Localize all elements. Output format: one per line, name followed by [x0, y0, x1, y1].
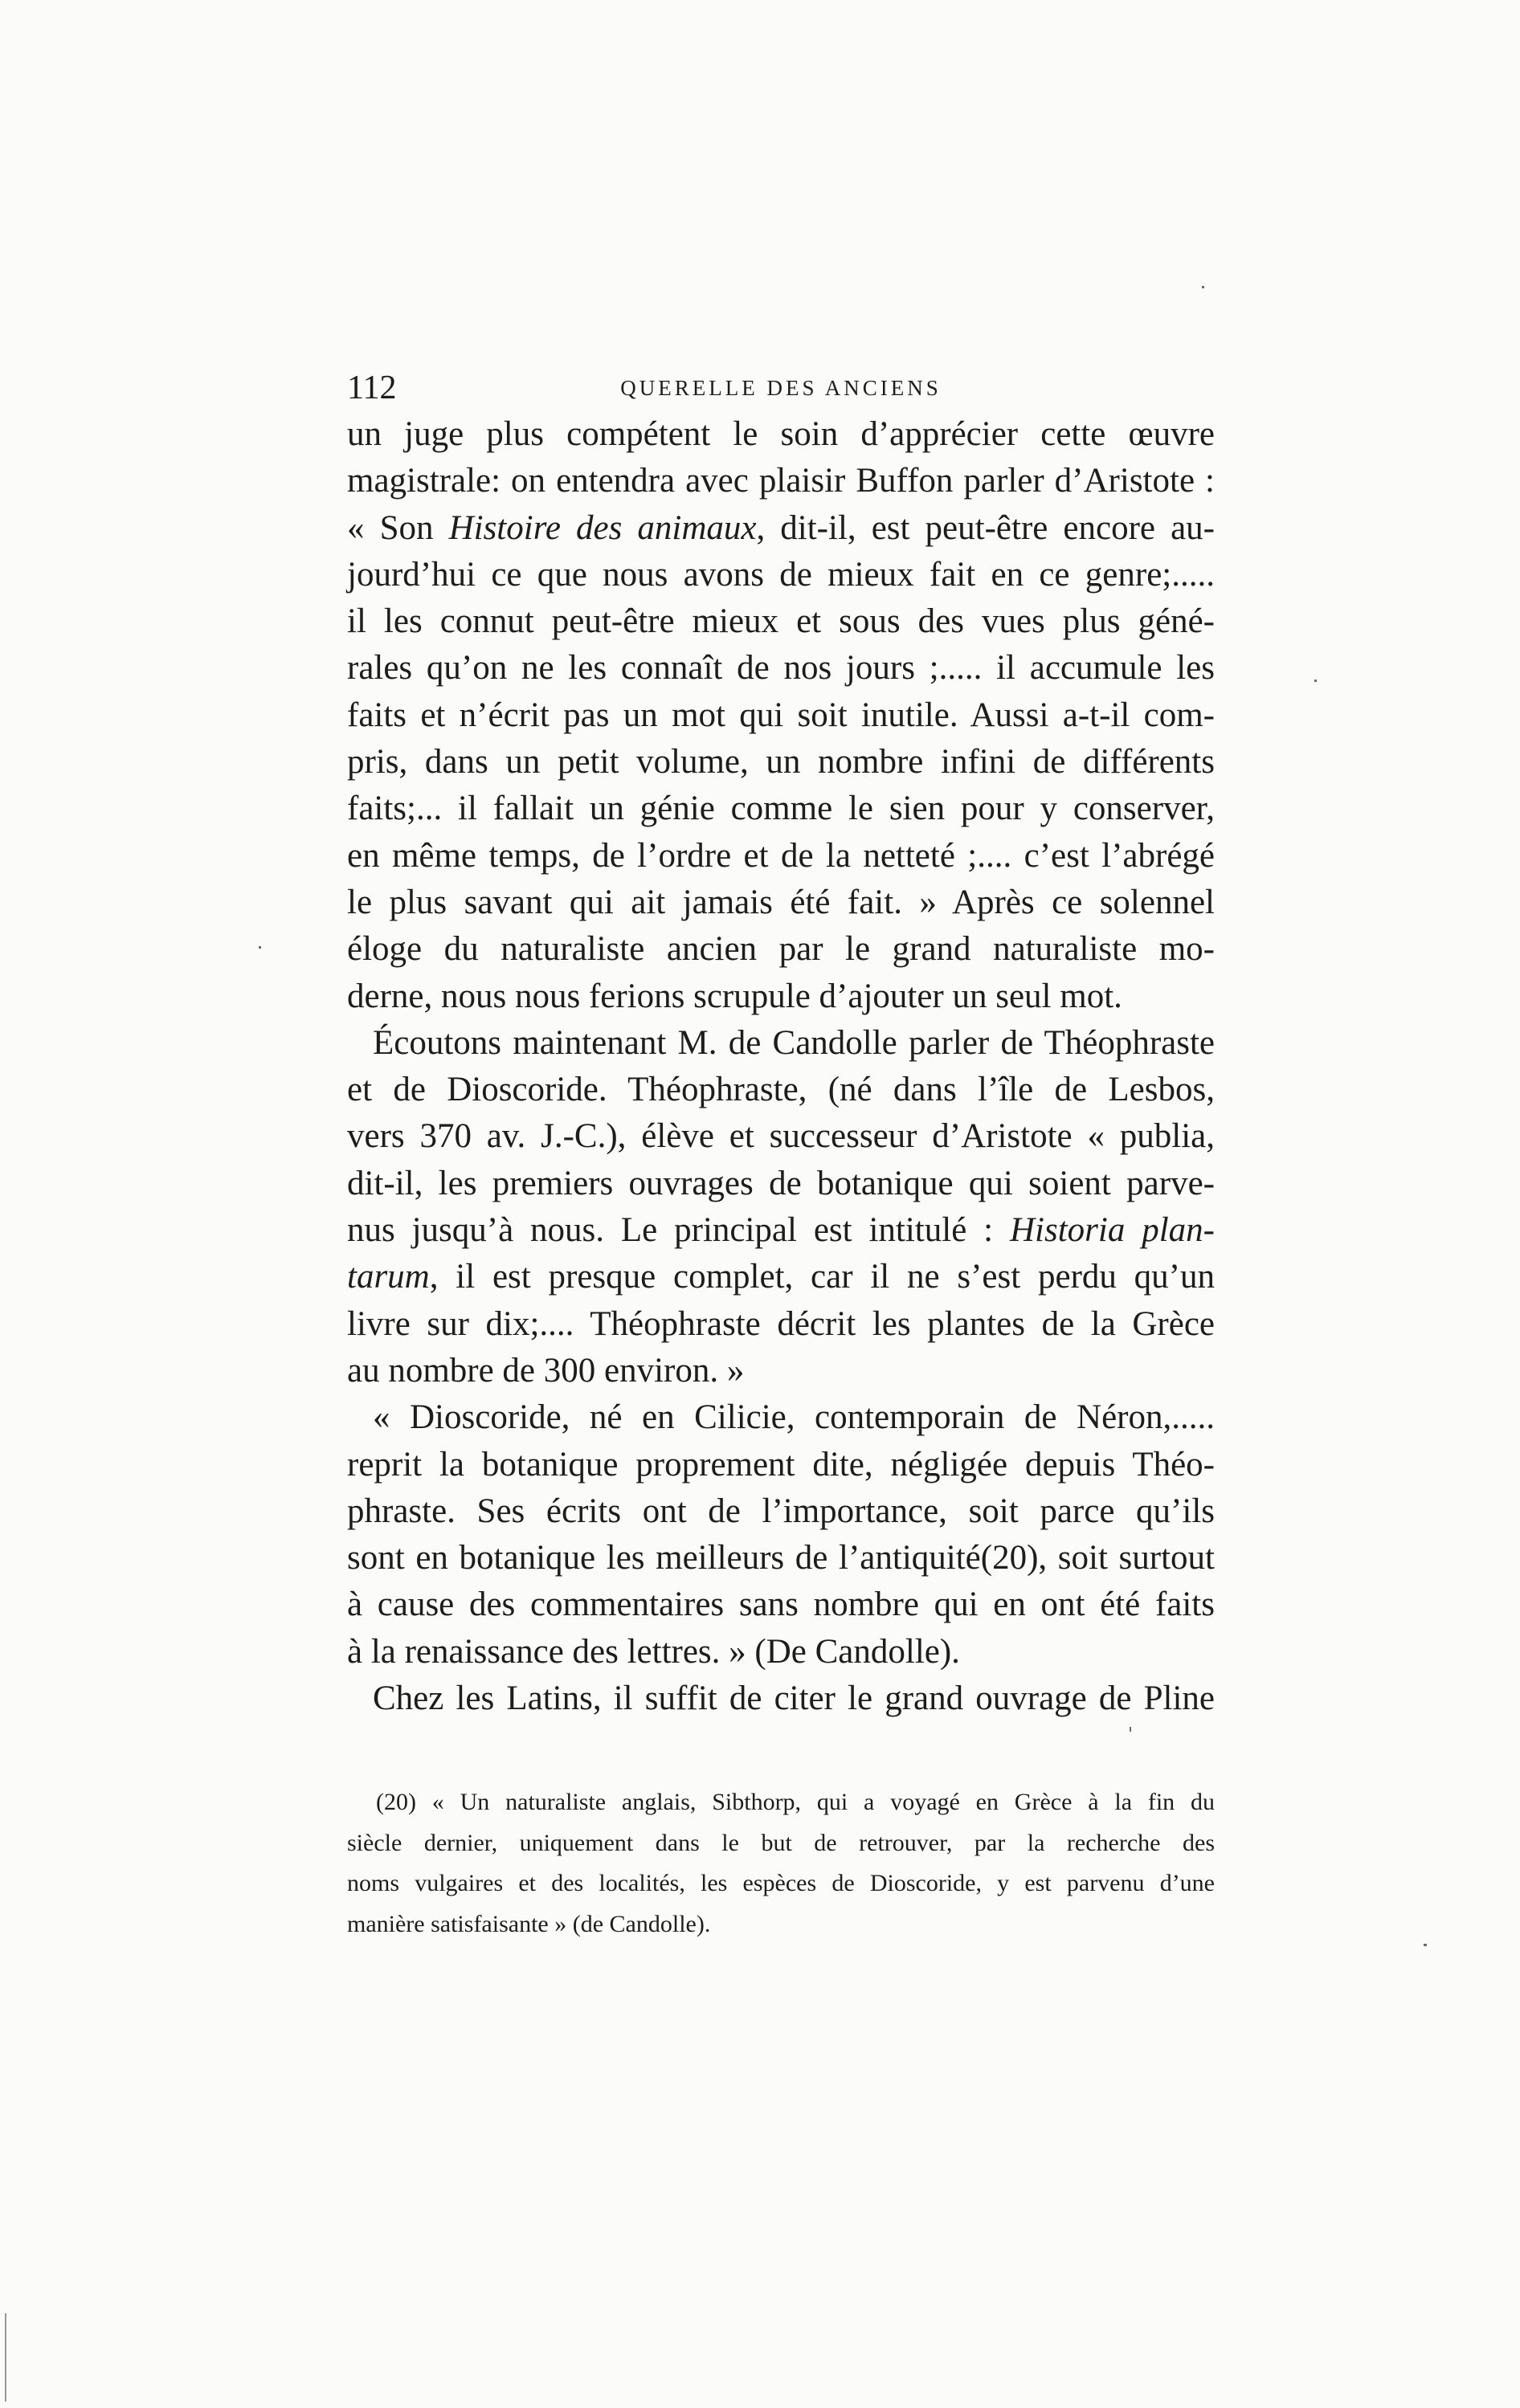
text-segment: jourd’hui ce que nous avons de mieux fait en ce genre;..... — [347, 555, 1215, 594]
body-text — [347, 411, 1215, 1722]
text-segment: phraste. Ses écrits ont de l’importance, soit parce qu’ils — [347, 1492, 1215, 1530]
text-line — [347, 1629, 1215, 1675]
text-line — [347, 833, 1215, 880]
page-number: 112 — [347, 369, 397, 406]
text-segment: faits et n’écrit pas un mot qui soit inutile. Aussi a-t-il com- — [347, 696, 1215, 734]
text-segment: « Son — [347, 508, 449, 547]
text-line — [347, 1254, 1215, 1300]
text-line — [347, 1113, 1215, 1160]
text-segment: à la renaissance des lettres. » (De Candolle). — [347, 1632, 960, 1671]
text-segment: à cause des commentaires sans nombre qui en ont été faits — [347, 1586, 1215, 1624]
text-line — [347, 1301, 1215, 1348]
text-line — [347, 786, 1215, 832]
margin-mark — [259, 946, 261, 949]
text-segment: au nombre de 300 environ. » — [347, 1351, 745, 1390]
text-line — [347, 1067, 1215, 1113]
text-line — [347, 1675, 1215, 1722]
text-segment: vers 370 av. J.-C.), élève et successeur d’Aristote « publia, — [347, 1117, 1215, 1156]
text-line — [347, 1348, 1215, 1394]
text-segment: « Dioscoride, né en Cilicie, contemporain de Néron,..... — [373, 1398, 1215, 1437]
text-segment: faits;... il fallait un génie comme le sien pour y conserver, — [347, 790, 1215, 828]
text-segment: Écoutons maintenant M. de Candolle parler de Théophraste — [373, 1023, 1215, 1062]
text-line — [347, 739, 1215, 786]
text-segment: pris, dans un petit volume, un nombre infini de différents — [347, 743, 1215, 782]
text-line — [347, 1442, 1215, 1488]
text-segment: éloge du naturaliste ancien par le grand naturaliste mo- — [347, 930, 1215, 969]
italic-title: Historia plan- — [1009, 1211, 1215, 1250]
footnote-line: manière satisfaisante » (de Candolle). — [347, 1910, 711, 1937]
text-line — [347, 505, 1215, 552]
text-line — [347, 1582, 1215, 1628]
text-line — [347, 552, 1215, 598]
footnotes — [347, 1782, 1215, 1945]
text-segment: livre sur dix;.... Théophraste décrit les plantes de la Grèce — [347, 1304, 1215, 1343]
text-line — [347, 1535, 1215, 1582]
margin-mark — [1314, 680, 1317, 682]
text-segment: , dit-il, est peut-être encore au- — [756, 508, 1215, 547]
text-line — [347, 1207, 1215, 1254]
text-line — [347, 1161, 1215, 1207]
text-segment: sont en botanique les meilleurs de l’antiquité(20), soit surtout — [347, 1539, 1215, 1577]
page-header — [347, 368, 1215, 408]
text-segment: Chez les Latins, il suffit de citer le grand ouvrage de Pline — [373, 1679, 1215, 1718]
text-segment: et de Dioscoride. Théophraste, (né dans l’île de Lesbos, — [347, 1071, 1215, 1109]
text-segment: nus jusqu’à nous. Le principal est intitulé : — [347, 1211, 1010, 1250]
text-segment: dit-il, les premiers ouvrages de botanique qui soient parve- — [347, 1164, 1215, 1202]
footnote-line: siècle dernier, uniquement dans le but de retrouver, par la recherche des — [347, 1829, 1215, 1856]
running-title: QUERELLE DES ANCIENS — [620, 376, 942, 400]
text-segment: en même temps, de l’ordre et de la netteté ;.... c’est l’abrégé — [347, 836, 1215, 875]
text-segment: un juge plus compétent le soin d’apprécier cette œuvre — [347, 415, 1215, 453]
italic-title: tarum — [347, 1258, 430, 1296]
italic-title: Histoire des animaux — [448, 508, 757, 547]
text-line — [347, 458, 1215, 504]
text-segment: reprit la botanique proprement dite, négligée depuis Théo- — [347, 1445, 1215, 1484]
text-line — [347, 1488, 1215, 1535]
text-segment: il les connut peut-être mieux et sous des vues plus géné- — [347, 602, 1215, 641]
text-line — [347, 1394, 1215, 1441]
text-segment: , il est presque complet, car il ne s’est perdu qu’un — [429, 1258, 1215, 1296]
text-line — [347, 926, 1215, 973]
text-segment: rales qu’on ne les connaît de nos jours ;..... il accumule les — [347, 649, 1215, 688]
text-line — [347, 598, 1215, 645]
text-line — [347, 645, 1215, 692]
margin-mark — [5, 2313, 6, 2402]
text-line — [347, 973, 1215, 1020]
margin-mark — [1130, 1727, 1131, 1732]
margin-mark — [1424, 1944, 1427, 1946]
text-line — [347, 692, 1215, 739]
text-line — [347, 880, 1215, 926]
text-line — [347, 1020, 1215, 1067]
margin-mark — [1202, 286, 1204, 288]
text-segment: derne, nous nous ferions scrupule d’ajouter un seul mot. — [347, 977, 1122, 1015]
text-segment: le plus savant qui ait jamais été fait. » Après ce solennel — [347, 883, 1215, 921]
footnote-line: (20) « Un naturaliste anglais, Sibthorp, qui a voyagé en Grèce à la fin du — [376, 1789, 1215, 1815]
footnote-line: noms vulgaires et des localités, les espèces de Dioscoride, y est parvenu d’une — [347, 1870, 1215, 1896]
text-segment: magistrale: on entendra avec plaisir Buffon parler d’Aristote : — [347, 462, 1215, 500]
text-line — [347, 411, 1215, 458]
